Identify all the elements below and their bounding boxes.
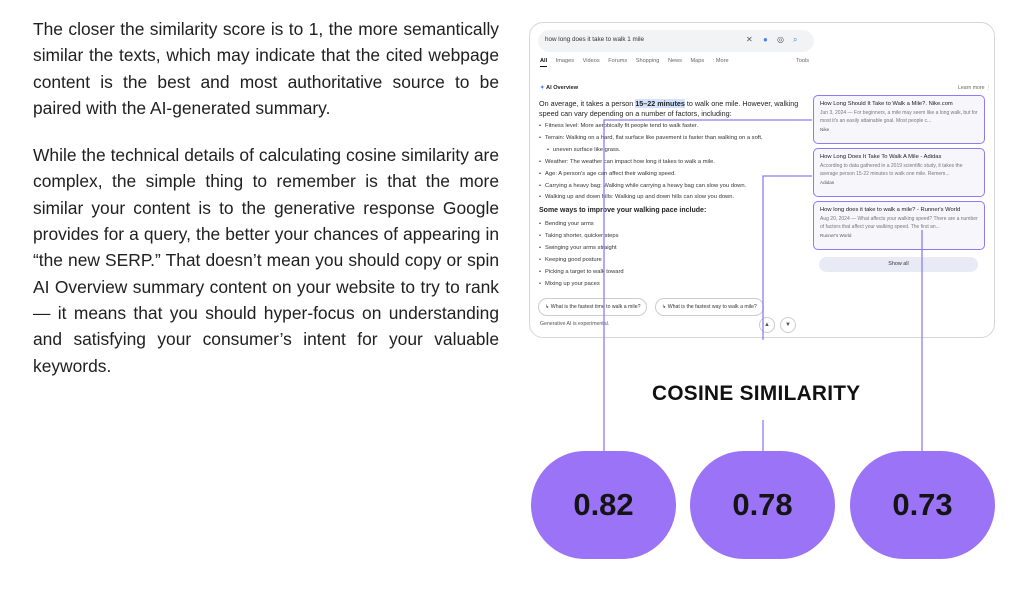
search-input[interactable] [538, 30, 814, 52]
card-title: How Long Does It Take To Walk A Mile - Adidas [820, 154, 942, 160]
card-description: According to data gathered in a 2019 scientific study, it takes the average person 15-22 minutes to walk one mile. Remem... [820, 163, 963, 177]
overview-highlight: 15–22 minutes [635, 99, 685, 108]
lens-icon[interactable]: ◎ [777, 35, 784, 44]
paragraph-cosine-details: While the technical details of calculating cosine similarity are complex, the simple thing to remember is that the more similar your content is to the generative response Google provides for a query, the better your chances of appearing in “the new SERP.” That doesn’t mean you should copy or spin AI Overview summary content on your website to try to rank — it means that you should hyper-focus on understanding and satisfying your consumer’s intent for your valuable keywords. [33, 145, 499, 376]
card-description: Aug 20, 2024 — What affects your walking speed? There are a number of factors that affect your walking speed. The first an... [820, 216, 978, 230]
tab-more[interactable]: : More [712, 58, 729, 64]
chip-label: What is the fastest way to walk a mile? [667, 304, 757, 310]
overview-summary [539, 99, 817, 118]
source-card-adidas[interactable] [813, 148, 985, 197]
related-question-chip[interactable]: ↳ What is the fastest time to walk a mile? [538, 298, 647, 316]
microphone-icon[interactable]: ● [763, 35, 768, 44]
list-item: • Mixing up your paces [539, 279, 824, 291]
tools-button[interactable]: Tools [796, 58, 810, 64]
list-item: • Keeping good posture [539, 255, 824, 267]
close-icon[interactable]: ✕ [746, 35, 753, 44]
card-source: Adidas [820, 180, 835, 186]
tab-maps[interactable]: Maps [690, 58, 705, 64]
overview-text-end: to walk one mile. However, walking speed can vary depending on a number of factors, including: [539, 99, 799, 118]
list-item: • Carrying a heavy bag: Walking while carrying a heavy bag can slow you down. [539, 181, 824, 193]
paragraph-similarity-score: The closer the similarity score is to 1, the more semantically similar the texts, which may indicate that the cited webpage content is the best and most authoritative source to be paired with the AI-generated summary. [33, 19, 499, 118]
source-card-runners-world[interactable] [813, 201, 985, 250]
card-source: Nike [820, 127, 830, 133]
list-item: • Fitness level: More aerobically fit people tend to walk faster. [539, 121, 824, 133]
score-badge-nike: 0.82 [531, 451, 676, 559]
card-source: Runner's World [820, 233, 852, 239]
article-text [33, 16, 499, 400]
list-item: • Picking a target to walk toward [539, 267, 824, 279]
ai-overview-label: AI Overview [546, 85, 579, 91]
source-card-nike[interactable] [813, 95, 985, 144]
list-item: • Bending your arms [539, 219, 824, 231]
card-description: Jun 3, 2024 — For beginners, a mile may seem like a long walk, but for most it's an easily attainable goal. Most people c... [820, 110, 978, 124]
tips-list [539, 219, 824, 290]
list-item: • Weather: The weather can impact how long it takes to walk a mile. [539, 157, 824, 169]
ai-overview-heading [540, 85, 578, 91]
list-item: • Age: A person's age can affect their walking speed. [539, 169, 824, 181]
show-all-button[interactable]: Show all [819, 257, 978, 272]
tab-videos[interactable]: Videos [582, 58, 600, 64]
score-badge-adidas: 0.78 [690, 451, 835, 559]
factor-list [539, 121, 824, 204]
tab-shopping[interactable]: Shopping [635, 58, 660, 64]
thumbs-down-icon[interactable]: ▼ [780, 317, 796, 333]
overview-text-start: On average, it takes a person [539, 99, 636, 108]
list-item: • Terrain: Walking on a hard, flat surface like pavement is faster than walking on a soft, [539, 133, 824, 145]
improve-heading: Some ways to improve your walking pace include: [539, 207, 707, 214]
search-tabs [540, 58, 736, 64]
diagram-title: COSINE SIMILARITY [652, 382, 861, 405]
learn-more-label: Learn more [958, 85, 985, 91]
tab-all[interactable]: All [540, 58, 547, 67]
chip-label: What is the fastest time to walk a mile? [550, 304, 641, 310]
search-query: how long does it take to walk 1 mile [545, 36, 645, 43]
card-title: How long does it take to walk a mile? - Runner's World [820, 207, 961, 213]
tab-news[interactable]: News [667, 58, 682, 64]
list-item: • Taking shorter, quicker steps [539, 231, 824, 243]
related-questions [538, 295, 767, 316]
card-title: How Long Should It Take to Walk a Mile?. Nike.com [820, 101, 953, 107]
search-icon[interactable]: ⌕ [793, 35, 798, 44]
generative-note: Generative AI is experimental. [540, 321, 610, 327]
score-badge-runners-world: 0.73 [850, 451, 995, 559]
tab-forums[interactable]: Forums [608, 58, 628, 64]
serp-screenshot [529, 22, 995, 338]
list-item: • uneven surface like grass. [539, 145, 824, 157]
sparkle-icon: ✦ [540, 85, 545, 91]
list-item: • Swinging your arms straight [539, 243, 824, 255]
tab-images[interactable]: Images [555, 58, 575, 64]
learn-more-link[interactable]: Learn more ⋮ [958, 85, 992, 91]
list-item: • Walking up and down hills: Walking up and down hills can slow you down. [539, 192, 824, 204]
related-question-chip[interactable]: ↳ What is the fastest way to walk a mile? [655, 298, 764, 316]
thumbs-up-icon[interactable]: ▲ [759, 317, 775, 333]
